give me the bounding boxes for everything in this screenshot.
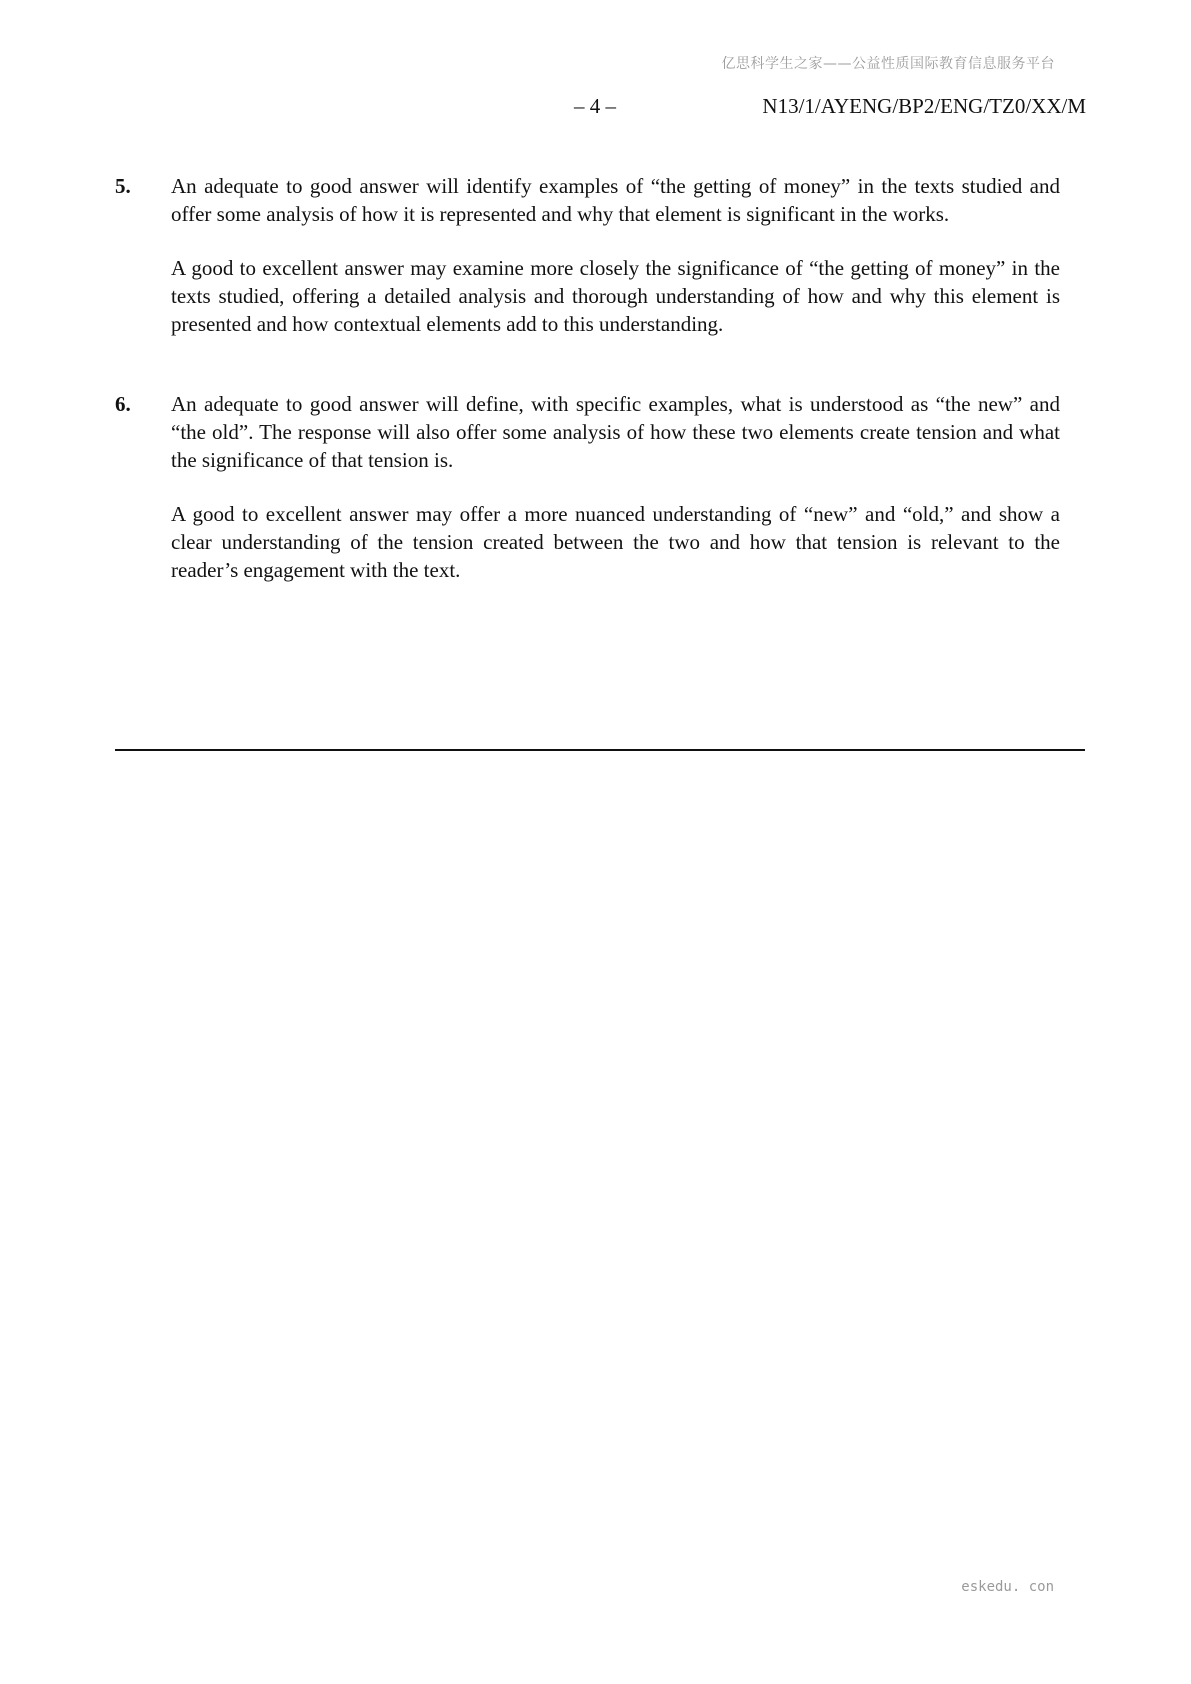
- watermark-bottom-text: eskedu. con: [961, 1579, 1054, 1595]
- answer-paragraph: An adequate to good answer will identify examples of “the getting of money” in the texts studied and offer some analysis of how it is represented and why that element is significant in the works.: [171, 174, 1060, 226]
- markscheme-answers: [115, 172, 1060, 636]
- end-divider: [115, 749, 1085, 751]
- answer-paragraph: A good to excellent answer may examine more closely the significance of “the getting of money” in the texts studied, offering a detailed analysis and thorough understanding of how and why this element is presented and how contextual elements add to this understanding.: [171, 256, 1060, 336]
- answer-item-5: [115, 172, 1060, 338]
- page-number: – 4 –: [574, 94, 616, 118]
- answer-paragraph: An adequate to good answer will define, with specific examples, what is understood as “the new” and “the old”. The response will also offer some analysis of how these two elements create tension and what the significance of that tension is.: [171, 392, 1060, 472]
- page-header: [0, 94, 1191, 122]
- answer-paragraph: A good to excellent answer may offer a more nuanced understanding of “new” and “old,” and show a clear understanding of the tension created between the two and how that tension is relevant to the reader’s engagement with the text.: [171, 502, 1060, 582]
- answer-item-6: [115, 390, 1060, 584]
- answer-number: 5.: [115, 174, 131, 198]
- document-code: N13/1/AYENG/BP2/ENG/TZ0/XX/M: [762, 94, 1086, 118]
- watermark-top-text: 亿思科学生之家——公益性质国际教育信息服务平台: [721, 56, 1055, 72]
- answer-number: 6.: [115, 392, 131, 416]
